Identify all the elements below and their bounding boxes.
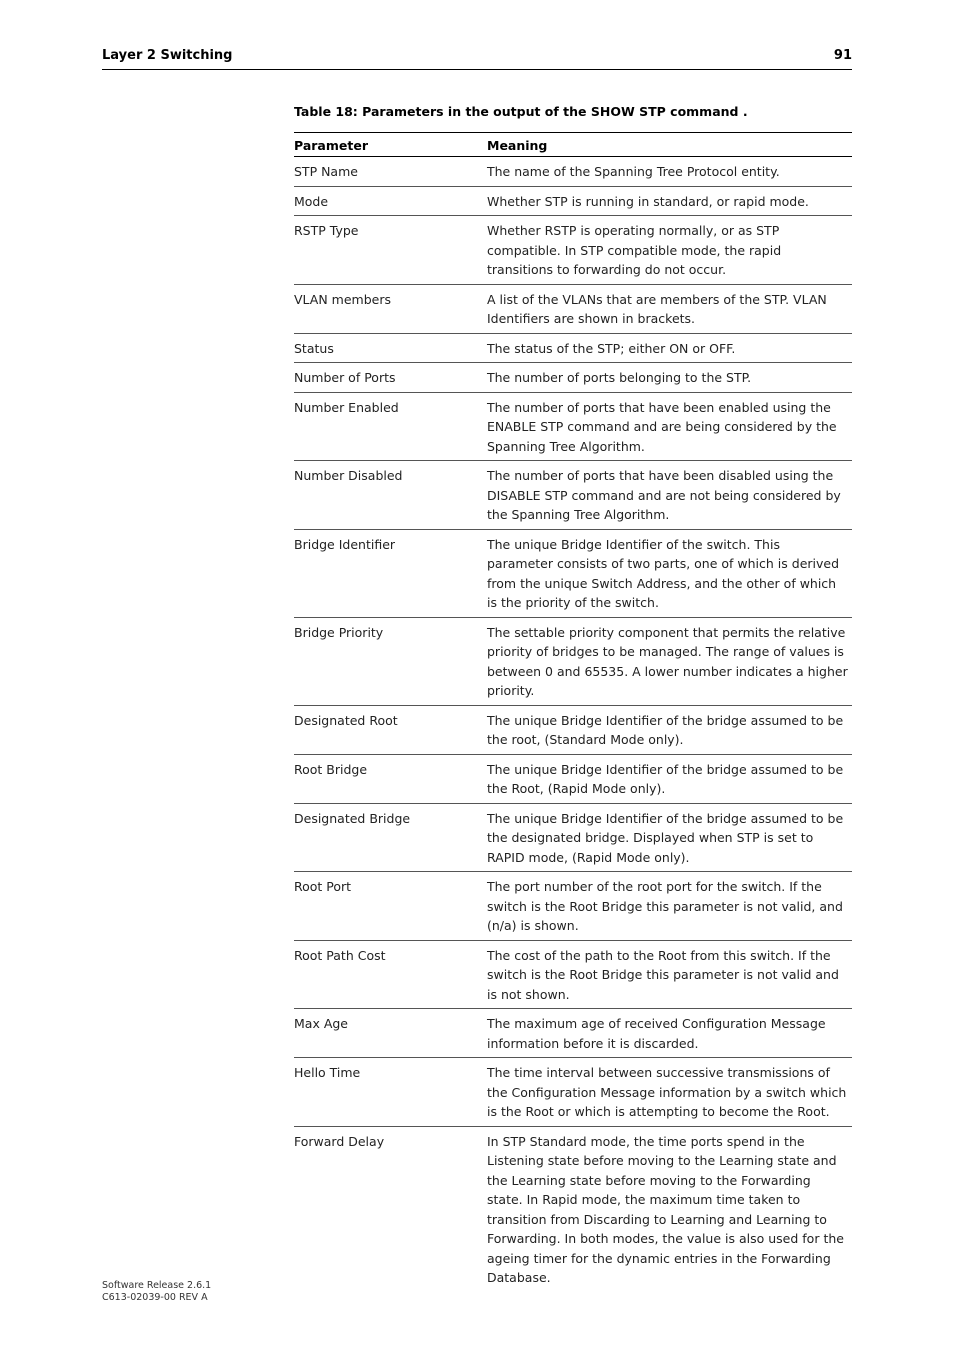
meaning-cell: The time interval between successive transmissions of the Configuration Message information by a switch which is the Root or which is attempting to become the Root. bbox=[487, 1058, 852, 1127]
table-header-row bbox=[294, 133, 852, 157]
parameter-cell: VLAN members bbox=[294, 284, 487, 333]
table-row bbox=[294, 363, 852, 393]
page-footer bbox=[102, 1280, 211, 1304]
table-row bbox=[294, 1009, 852, 1058]
table-row bbox=[294, 1126, 852, 1292]
meaning-cell: A list of the VLANs that are members of the STP. VLAN Identifiers are shown in brackets. bbox=[487, 284, 852, 333]
table-row bbox=[294, 216, 852, 285]
parameter-cell: Root Port bbox=[294, 872, 487, 941]
table-row bbox=[294, 1058, 852, 1127]
parameter-cell: Number Disabled bbox=[294, 461, 487, 530]
meaning-cell: Whether RSTP is operating normally, or as STP compatible. In STP compatible mode, the rapid transitions to forwarding do not occur. bbox=[487, 216, 852, 285]
meaning-cell: The status of the STP; either ON or OFF. bbox=[487, 333, 852, 363]
parameter-cell: Root Path Cost bbox=[294, 940, 487, 1009]
table-row bbox=[294, 333, 852, 363]
meaning-cell: The number of ports that have been enabled using the ENABLE STP command and are being considered by the Spanning Tree Algorithm. bbox=[487, 392, 852, 461]
meaning-cell: The name of the Spanning Tree Protocol entity. bbox=[487, 157, 852, 187]
parameter-cell: Status bbox=[294, 333, 487, 363]
parameter-cell: Bridge Priority bbox=[294, 617, 487, 705]
table-row bbox=[294, 392, 852, 461]
meaning-cell: The number of ports that have been disabled using the DISABLE STP command and are not being considered by the Spanning Tree Algorithm. bbox=[487, 461, 852, 530]
meaning-cell: The unique Bridge Identifier of the bridge assumed to be the Root, (Rapid Mode only). bbox=[487, 754, 852, 803]
table-row bbox=[294, 940, 852, 1009]
meaning-cell: The unique Bridge Identifier of the switch. This parameter consists of two parts, one of which is derived from the unique Switch Address, and the other of which is the priority of the switch. bbox=[487, 529, 852, 617]
parameter-cell: Mode bbox=[294, 186, 487, 216]
parameter-cell: Max Age bbox=[294, 1009, 487, 1058]
column-header-parameter: Parameter bbox=[294, 133, 487, 157]
meaning-cell: Whether STP is running in standard, or rapid mode. bbox=[487, 186, 852, 216]
meaning-cell: The unique Bridge Identifier of the bridge assumed to be the root, (Standard Mode only). bbox=[487, 705, 852, 754]
page-header bbox=[102, 48, 852, 70]
parameter-cell: Hello Time bbox=[294, 1058, 487, 1127]
meaning-cell: The maximum age of received Configuration Message information before it is discarded. bbox=[487, 1009, 852, 1058]
parameter-cell: Forward Delay bbox=[294, 1133, 385, 1149]
table-row bbox=[294, 872, 852, 941]
table-row bbox=[294, 284, 852, 333]
parameter-cell: Designated Bridge bbox=[294, 803, 487, 872]
meaning-cell: The cost of the path to the Root from this switch. If the switch is the Root Bridge this parameter is not valid and is not shown. bbox=[487, 940, 852, 1009]
table-row bbox=[294, 617, 852, 705]
parameter-cell: Number Enabled bbox=[294, 392, 487, 461]
column-header-meaning: Meaning bbox=[487, 133, 852, 157]
table-row bbox=[294, 705, 852, 754]
meaning-cell: The settable priority component that permits the relative priority of bridges to be managed. The range of values is between 0 and 65535. A lower number indicates a higher priority. bbox=[487, 617, 852, 705]
parameter-cell: RSTP Type bbox=[294, 216, 487, 285]
parameter-cell: Root Bridge bbox=[294, 754, 487, 803]
table-row bbox=[294, 529, 852, 617]
table-caption: Table 18: Parameters in the output of the SHOW STP command . bbox=[294, 104, 748, 119]
table-row bbox=[294, 157, 852, 187]
parameter-cell: Bridge Identifier bbox=[294, 529, 487, 617]
meaning-cell: The unique Bridge Identifier of the bridge assumed to be the designated bridge. Displayed when STP is set to RAPID mode, (Rapid Mode only). bbox=[487, 803, 852, 872]
meaning-cell: In STP Standard mode, the time ports spend in the Listening state before moving to the Learning state and the Learning state before moving to the Forwarding state. In Rapid mode, the maximum time taken to transition from Discarding to Learning and Learning to Forwarding. In both modes, the value is also used for the ageing timer for the dynamic entries in the Forwarding Database. bbox=[487, 1133, 844, 1285]
software-release: Software Release 2.6.1 bbox=[102, 1280, 212, 1291]
meaning-cell: The number of ports belonging to the STP. bbox=[487, 363, 852, 393]
meaning-cell: The port number of the root port for the switch. If the switch is the Root Bridge this parameter is not valid, and (n/a) is shown. bbox=[487, 872, 852, 941]
parameters-table bbox=[294, 132, 852, 1292]
parameter-cell: Number of Ports bbox=[294, 363, 487, 393]
table-row bbox=[294, 803, 852, 872]
parameter-cell: STP Name bbox=[294, 157, 487, 187]
parameter-cell: Designated Root bbox=[294, 705, 487, 754]
table-row bbox=[294, 186, 852, 216]
table-body bbox=[294, 157, 852, 1292]
document-code: C613-02039-00 REV A bbox=[102, 1292, 208, 1303]
table-row bbox=[294, 754, 852, 803]
table-row bbox=[294, 461, 852, 530]
section-title: Layer 2 Switching bbox=[102, 48, 233, 63]
page-number: 91 bbox=[833, 48, 852, 63]
